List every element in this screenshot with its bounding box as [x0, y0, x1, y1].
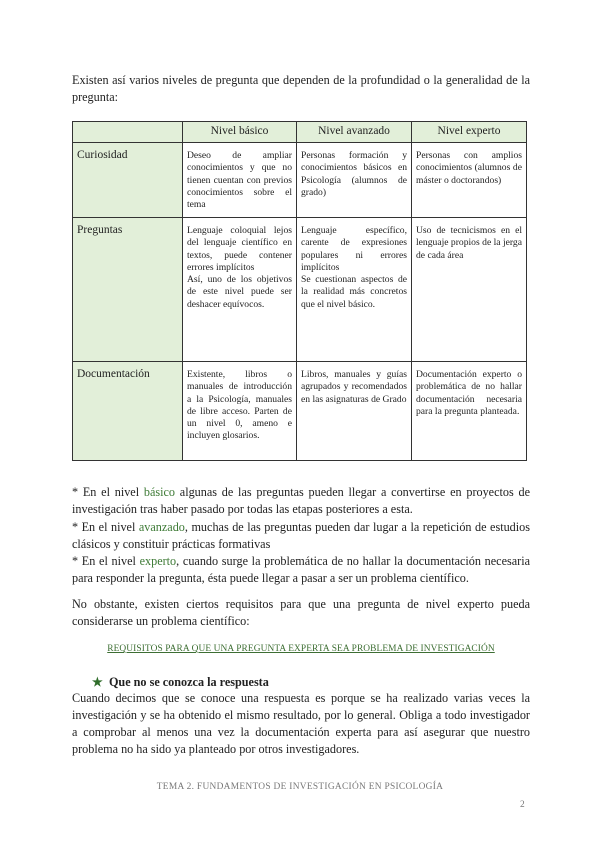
table-cell: Lenguaje específico, carente de expresiones populares ni errores implícitos Se cuestionan aspectos de la realidad más concretos que el nivel básico.	[297, 218, 412, 362]
note-text: , cuando surge la problemática de no hallar la documentación necesaria para responder la pregunta, ésta puede llegar a pasar a ser un problema científico.	[72, 554, 531, 586]
level-notes	[72, 484, 530, 588]
note-prefix: * En el nivel	[72, 519, 139, 534]
note-prefix: * En el nivel	[72, 554, 140, 569]
requirements-heading: REQUISITOS PARA QUE UNA PREGUNTA EXPERTA SEA PROBLEMA DE INVESTIGACIÓN	[107, 644, 495, 654]
page-footer: TEMA 2. FUNDAMENTOS DE INVESTIGACIÓN EN PSICOLOGÍA	[156, 782, 444, 792]
note-advanced	[72, 519, 530, 554]
row-header-curiosity: Curiosidad	[73, 143, 183, 218]
note-level-basic: básico	[143, 485, 176, 499]
requirements-intro-paragraph: No obstante, existen ciertos requisitos para que una pregunta de nivel experto pueda considerarse un problema científico:	[72, 597, 530, 628]
column-header-expert: Nivel experto	[412, 122, 527, 143]
requirement-explanation-paragraph: Cuando decimos que se conoce una respuesta es porque se ha realizado varias veces la investigación y se ha obtenido el mismo resultado, por lo general. Obliga a todo investigador a comprobar al menos una vez la documentación experta para así asegurar que nuestro problema no ha sido ya planteado por otros investigadores.	[72, 691, 530, 756]
table-cell: Deseo de ampliar conocimientos y que no tienen cuentan con previos conocimientos sobre el tema	[183, 143, 297, 218]
note-text: algunas de las preguntas pueden llegar a convertirse en proyectos de investigación tras haber pasado por todas las etapas posteriores a esta.	[72, 485, 530, 517]
table-cell: Uso de tecnicismos en el lenguaje propios de la jerga de cada área	[412, 218, 527, 362]
note-level-expert: experto	[139, 554, 177, 569]
intro-paragraph: Existen así varios niveles de pregunta que dependen de la profundidad o la generalidad de la pregunta:	[72, 73, 530, 104]
table-header-row	[73, 122, 527, 143]
table-cell: Libros, manuales y guías agrupados y recomendados en las asignaturas de Grado	[297, 362, 412, 461]
table-row	[73, 362, 527, 461]
table-cell: Personas formación y conocimientos básicos en Psicología (alumnos de grado)	[297, 143, 412, 218]
row-header-documentation: Documentación	[73, 362, 183, 461]
note-basic	[72, 484, 530, 519]
requirement-bullet-text: Que no se conozca la respuesta	[108, 675, 269, 689]
table-row	[73, 143, 527, 218]
note-expert	[72, 553, 530, 588]
page-number: 2	[520, 800, 525, 810]
requirement-bullet	[92, 675, 269, 690]
note-prefix: * En el nivel	[72, 485, 144, 499]
table-row	[73, 218, 527, 362]
levels-table	[72, 121, 527, 461]
column-header-basic: Nivel básico	[183, 122, 297, 143]
table-cell: Existente, libros o manuales de introducción a la Psicología, manuales de libre acceso. Parten de un nivel 0, ameno e incluyen glosarios.	[183, 362, 297, 461]
row-header-questions: Preguntas	[73, 218, 183, 362]
note-level-advanced: avanzado	[138, 519, 185, 534]
table-cell: Documentación experto o problemática de no hallar documentación necesaria para la pregunta planteada.	[412, 362, 527, 461]
column-header-advanced: Nivel avanzado	[297, 122, 412, 143]
table-cell: Personas con amplios conocimientos (alumnos de máster o doctorandos)	[412, 143, 527, 218]
table-cell: Lenguaje coloquial lejos del lenguaje científico en textos, puede contener errores implícitos Así, uno de los objetivos de este nivel puede ser deshacer equívocos.	[183, 218, 297, 362]
table-corner-cell	[73, 122, 183, 143]
note-text: , muchas de las preguntas pueden dar lugar a la repetición de estudios clásicos y constituir prácticas formativas	[72, 519, 530, 551]
star-icon: ★	[92, 675, 103, 689]
